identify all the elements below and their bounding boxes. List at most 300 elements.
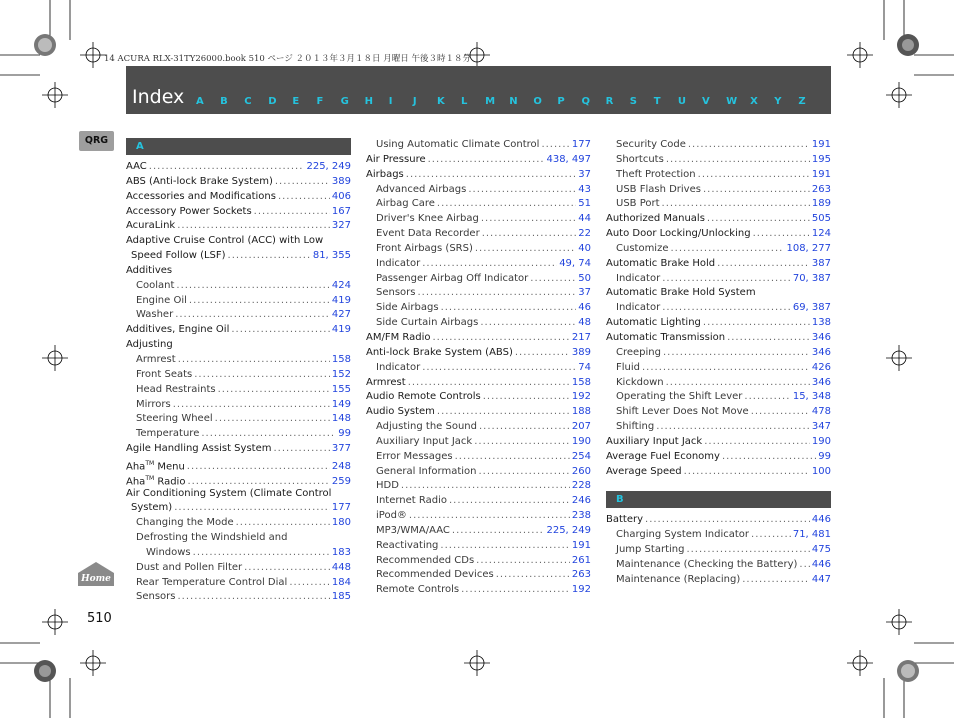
page-reference-link[interactable]: 184 [331,576,351,588]
index-entry[interactable] [126,398,351,413]
index-entry-label: Passenger Airbag Off Indicator [376,272,529,284]
leader-dots [480,316,576,331]
index-entry[interactable] [366,554,591,569]
qrg-tab[interactable]: QRG [79,131,114,151]
index-entry-label: Creeping [616,346,661,358]
letter-link-u[interactable]: U [677,96,686,107]
index-entry-label: Battery [606,514,644,526]
index-entry[interactable] [126,353,351,368]
leader-dots [406,168,577,183]
index-entry-label: USB Flash Drives [616,183,701,195]
index-entry-label: Changing the Mode [136,517,234,529]
leader-dots [201,427,336,442]
index-entry[interactable] [126,249,351,264]
leader-dots [401,479,570,494]
index-entry[interactable] [126,590,351,605]
letter-link-k[interactable]: K [436,96,445,107]
index-entry[interactable] [126,516,351,531]
index-entry[interactable] [606,390,831,405]
index-entry[interactable] [606,420,831,435]
leader-dots [218,383,330,398]
index-entry[interactable] [606,301,831,316]
index-entry[interactable] [366,316,591,331]
page-reference-link[interactable]: 419 [331,324,351,336]
index-entry[interactable] [366,539,591,554]
letter-link-x[interactable]: X [750,96,758,107]
index-entry[interactable] [126,294,351,309]
index-entry-label: Maintenance (Replacing) [616,573,741,585]
index-entry[interactable] [366,168,591,183]
page-reference-link[interactable]: 22 [578,228,591,240]
page-reference-link[interactable]: 37 [578,168,591,180]
index-entry[interactable] [606,242,831,257]
page-reference-link[interactable]: 207 [571,421,591,433]
index-entry[interactable] [366,420,591,435]
page-reference-link[interactable]: 152 [331,368,351,380]
page-reference-link[interactable]: 148 [331,413,351,425]
index-entry[interactable] [126,546,351,561]
page-reference-link[interactable]: 225, 249 [306,161,351,172]
page-reference-link[interactable]: 138 [811,317,831,329]
index-entry-label: HDD [376,480,399,492]
page-reference-link[interactable]: 228 [571,480,591,492]
index-entry-label: Additives, Engine Oil [126,324,230,336]
leader-dots [149,160,305,175]
leader-dots [178,353,330,368]
leader-dots [189,294,330,309]
index-entry-label: Coolant [136,279,175,291]
index-entry[interactable] [126,175,351,190]
index-entry[interactable] [126,383,351,398]
index-entry-label: Automatic Brake Hold System [606,287,756,299]
page-reference-link[interactable]: 505 [811,213,831,225]
letter-link-h[interactable]: H [364,96,374,107]
page-reference-link[interactable]: 99 [338,428,351,440]
page-reference-link[interactable]: 81, 355 [312,250,351,262]
leader-dots [717,257,810,272]
letter-link-p[interactable]: P [557,96,565,107]
page-reference-link[interactable]: 217 [571,331,591,343]
index-entry-label: Fluid [616,361,640,373]
page-reference-link[interactable]: 346 [811,346,831,358]
page-reference-link[interactable]: 478 [811,406,831,418]
index-entry[interactable] [366,361,591,376]
page-reference-link[interactable]: 70, 387 [792,272,831,284]
letter-link-z[interactable]: Z [798,96,806,107]
index-entry[interactable] [126,427,351,442]
leader-dots [722,450,816,465]
index-entry-label: Agile Handling Assist System [126,443,272,455]
leader-dots [476,554,570,569]
page-reference-link[interactable]: 259 [331,476,351,488]
leader-dots [666,376,810,391]
leader-dots [275,175,330,190]
leader-dots [727,331,810,346]
letter-link-q[interactable]: Q [581,96,591,107]
index-entry-label: Average Fuel Economy [606,450,720,462]
index-entry-label: Automatic Transmission [606,331,726,343]
index-entry[interactable] [606,346,831,361]
page-reference-link[interactable]: 188 [571,406,591,418]
index-entry[interactable] [366,583,591,598]
page-reference-link[interactable]: 427 [331,309,351,321]
index-entry-label: Additives [126,264,173,276]
index-entry[interactable] [126,205,351,220]
leader-dots [707,212,810,227]
page-reference-link[interactable]: 50 [578,272,591,284]
leader-dots [173,398,330,413]
leader-dots [703,183,810,198]
page-reference-link[interactable]: 74 [578,361,591,373]
page-reference-link[interactable]: 185 [331,591,351,603]
index-entry-label: Audio System [366,406,435,418]
index-entry[interactable] [366,479,591,494]
page-reference-link[interactable]: 238 [571,510,591,522]
page-reference-link[interactable]: 389 [571,346,591,358]
index-entry[interactable] [606,528,831,543]
page-reference-link[interactable]: 447 [811,573,831,585]
index-entry-label: Sensors [376,287,416,299]
index-entry[interactable] [606,316,831,331]
leader-dots [799,558,810,573]
leader-dots [541,138,569,153]
index-entry-label: Temperature [136,428,200,440]
page-reference-link[interactable]: 347 [811,421,831,433]
index-entry[interactable] [606,153,831,168]
index-entry-label: AcuraLink [126,220,176,232]
index-entry-label: Steering Wheel [136,413,213,425]
index-entry[interactable] [366,242,591,257]
index-entry[interactable] [606,331,831,346]
page-reference-link[interactable]: 346 [811,331,831,343]
page-reference-link[interactable]: 189 [811,198,831,210]
page-reference-link[interactable]: 448 [331,561,351,573]
leader-dots [662,301,791,316]
page-reference-link[interactable]: 180 [331,517,351,529]
letter-link-t[interactable]: T [653,96,661,107]
index-entry[interactable] [366,301,591,316]
page-reference-link[interactable]: 158 [571,376,591,388]
index-entry[interactable] [606,573,831,588]
index-entry[interactable] [606,405,831,420]
index-entry-label: Front Airbags (SRS) [376,242,473,254]
page-reference-link[interactable]: 40 [578,242,591,254]
index-entry[interactable] [126,308,351,323]
index-entry [126,487,351,502]
page-reference-link[interactable]: 177 [571,139,591,150]
page-reference-link[interactable]: 49, 74 [559,257,591,269]
index-entry-label: Accessories and Modifications [126,190,276,202]
leader-dots [236,516,330,531]
letter-link-y[interactable]: Y [774,96,782,107]
page-reference-link[interactable]: 46 [578,302,591,314]
page-reference-link[interactable]: 190 [811,435,831,447]
index-entry[interactable] [366,465,591,480]
index-entry[interactable] [366,286,591,301]
page-reference-link[interactable]: 377 [331,443,351,455]
index-entry-label: Shortcuts [616,153,664,165]
index-entry[interactable] [606,212,831,227]
leader-dots [751,528,791,543]
index-entry[interactable] [366,138,591,153]
page-reference-link[interactable]: 191 [811,168,831,180]
index-entry-label: ABS (Anti-lock Brake System) [126,175,273,187]
page-reference-link[interactable]: 124 [811,228,831,240]
index-entry[interactable] [606,272,831,287]
index-entry[interactable] [366,405,591,420]
leader-dots [231,323,330,338]
page-reference-link[interactable]: 406 [331,190,351,202]
leader-dots [688,138,810,153]
leader-dots [177,219,330,234]
index-entry-label: USB Port [616,198,660,210]
leader-dots [751,405,810,420]
page-reference-link[interactable]: 167 [331,205,351,217]
page-reference-link[interactable]: 438, 497 [546,153,591,165]
index-entry[interactable] [606,168,831,183]
index-entry[interactable] [606,450,831,465]
index-entry[interactable] [126,576,351,591]
page-reference-link[interactable]: 389 [331,175,351,187]
page-reference-link[interactable]: 261 [571,554,591,566]
index-entry-label: Indicator [616,302,661,314]
leader-dots [440,539,569,554]
page-reference-link[interactable]: 51 [578,198,591,210]
leader-dots [698,168,810,183]
leader-dots [656,420,810,435]
index-entry-label: Adjusting [126,339,173,351]
index-entry[interactable] [606,465,831,480]
page-reference-link[interactable]: 191 [811,139,831,150]
page-reference-link[interactable]: 327 [331,220,351,232]
leader-dots [483,390,570,405]
leader-dots [422,257,557,272]
index-entry-label: Security Code [616,139,686,150]
index-entry-label: Auxiliary Input Jack [606,435,703,447]
index-entry-label: Indicator [376,361,421,373]
index-entry-label: Aha™ Radio [126,474,186,488]
page-reference-link[interactable]: 475 [811,544,831,556]
index-entry[interactable] [606,227,831,242]
index-entry[interactable] [366,524,591,539]
page-reference-link[interactable]: 44 [578,213,591,225]
index-entry[interactable] [126,442,351,457]
letter-link-s[interactable]: S [629,96,637,107]
index-entry[interactable] [366,227,591,242]
leader-dots [228,249,311,264]
page-reference-link[interactable]: 71, 481 [792,529,831,541]
index-entry-label: Customize [616,242,669,254]
page-reference-link[interactable]: 191 [571,539,591,551]
index-entry-label: Mirrors [136,398,171,410]
index-entry[interactable] [126,368,351,383]
index-entry-label: Accessory Power Sockets [126,205,252,217]
page-reference-link[interactable]: 37 [578,287,591,299]
page-reference-link[interactable]: 48 [578,317,591,329]
index-entry[interactable] [366,435,591,450]
page-reference-link[interactable]: 108, 277 [786,242,831,254]
page-reference-link[interactable]: 177 [331,502,351,514]
index-entry-label: Recommended Devices [376,569,494,581]
index-entry[interactable] [606,376,831,391]
index-entry[interactable] [366,257,591,272]
page-reference-link[interactable]: 248 [331,461,351,473]
index-entry[interactable] [366,376,591,391]
letter-link-l[interactable]: L [461,96,468,107]
index-entry-label: Automatic Lighting [606,317,701,329]
home-icon[interactable] [77,561,115,587]
letter-link-b[interactable]: B [220,96,228,107]
index-entry[interactable] [126,323,351,338]
index-entry[interactable] [366,494,591,509]
index-entry[interactable] [606,257,831,272]
index-entry[interactable] [126,412,351,427]
page-reference-link[interactable]: 254 [571,450,591,462]
page-reference-link[interactable]: 192 [571,584,591,596]
index-entry[interactable] [126,501,351,516]
page-reference-link[interactable]: 446 [811,514,831,526]
index-entry[interactable] [366,390,591,405]
letter-link-o[interactable]: O [533,96,542,107]
letter-link-n[interactable]: N [509,96,518,107]
index-entry[interactable] [126,279,351,294]
page-reference-link[interactable]: 246 [571,495,591,507]
leader-dots [475,242,576,257]
letter-link-f[interactable]: F [316,96,324,107]
leader-dots [684,465,810,480]
page-reference-link[interactable]: 100 [811,465,831,477]
leader-dots [742,573,810,588]
leader-dots [662,272,791,287]
index-entry[interactable] [366,153,591,168]
index-entry-label: Windows [146,546,191,558]
index-entry[interactable] [126,190,351,205]
page-reference-link[interactable]: 149 [331,398,351,410]
letter-link-m[interactable]: M [485,96,496,107]
index-entry-label: Side Airbags [376,302,439,314]
leader-dots [422,361,576,376]
page-reference-link[interactable]: 419 [331,294,351,306]
index-entry[interactable] [366,272,591,287]
letter-link-j[interactable]: J [412,96,417,107]
leader-dots [468,183,576,198]
page-reference-link[interactable]: 158 [331,353,351,365]
index-entry [126,531,351,546]
letter-link-e[interactable]: E [292,96,300,107]
page-reference-link[interactable]: 190 [571,435,591,447]
index-entry[interactable] [606,138,831,153]
index-entry[interactable] [126,219,351,234]
page-reference-link[interactable]: 43 [578,183,591,195]
index-entry-label: Authorized Manuals [606,213,705,225]
index-entry[interactable] [366,568,591,583]
letter-link-a[interactable]: A [196,96,204,107]
index-entry-label: Aha™ Menu [126,459,185,473]
letter-link-g[interactable]: G [340,96,349,107]
index-entry[interactable] [126,457,351,472]
index-entry[interactable] [366,331,591,346]
index-entry[interactable] [606,435,831,450]
leader-dots [461,583,570,598]
page-reference-link[interactable]: 426 [811,361,831,373]
page-reference-link[interactable]: 260 [571,465,591,477]
index-entry[interactable] [606,543,831,558]
letter-link-r[interactable]: R [605,96,614,107]
leader-dots [530,272,576,287]
index-entry-label: Indicator [616,272,661,284]
letter-link-w[interactable]: W [726,96,738,107]
letter-link-i[interactable]: I [388,96,393,107]
index-entry[interactable] [606,197,831,212]
page-reference-link[interactable]: 263 [571,569,591,581]
page-reference-link[interactable]: 69, 387 [792,302,831,314]
letter-link-d[interactable]: D [268,96,277,107]
index-entry-label: AAC [126,161,147,172]
page-reference-link[interactable]: 446 [811,558,831,570]
index-entry-label: Error Messages [376,450,453,462]
page-reference-link[interactable]: 99 [818,450,831,462]
index-entry[interactable] [366,346,591,361]
letter-link-c[interactable]: C [244,96,252,107]
index-entry-label: Kickdown [616,376,664,388]
letter-link-v[interactable]: V [701,96,710,107]
leader-dots [273,442,329,457]
index-entry-label: AM/FM Radio [366,331,431,343]
leader-dots [433,331,570,346]
leader-dots [428,153,545,168]
index-entry[interactable] [606,513,831,528]
index-entry[interactable] [366,212,591,227]
index-entry[interactable] [606,361,831,376]
leader-dots [254,205,330,220]
index-entry[interactable] [366,183,591,198]
index-entry-label: Speed Follow (LSF) [131,250,226,262]
leader-dots [479,420,570,435]
index-entry[interactable] [606,183,831,198]
page-reference-link[interactable]: 155 [331,383,351,395]
page-reference-link[interactable]: 263 [811,183,831,195]
index-entry-label: Airbag Care [376,198,435,210]
index-entry-label: Charging System Indicator [616,529,750,541]
index-entry-label: Adaptive Cruise Control (ACC) with Low [126,235,324,247]
leader-dots [193,546,330,561]
index-entry[interactable] [126,561,351,576]
page-reference-link[interactable]: 346 [811,376,831,388]
index-entry-label: Anti-lock Brake System (ABS) [366,346,513,358]
index-entry-label: Side Curtain Airbags [376,317,479,329]
index-entry-label: Driver's Knee Airbag [376,213,479,225]
page-reference-link[interactable]: 225, 249 [546,524,591,536]
page-reference-link[interactable]: 15, 348 [792,391,831,403]
index-entry[interactable] [366,450,591,465]
index-entry[interactable] [126,160,351,175]
page-reference-link[interactable]: 183 [331,546,351,558]
page-reference-link[interactable]: 195 [811,153,831,165]
index-entry [606,286,831,301]
index-entry[interactable] [606,558,831,573]
page-reference-link[interactable]: 424 [331,279,351,291]
leader-dots [515,346,570,361]
index-entry-label: Automatic Brake Hold [606,257,716,269]
index-entry-label: Adjusting the Sound [376,421,477,433]
index-entry-label: Airbags [366,168,404,180]
index-entry[interactable] [366,197,591,212]
leader-dots [645,513,810,528]
page-reference-link[interactable]: 387 [811,257,831,269]
page-reference-link[interactable]: 192 [571,391,591,403]
index-entry[interactable] [366,509,591,524]
index-column-3 [606,138,831,588]
